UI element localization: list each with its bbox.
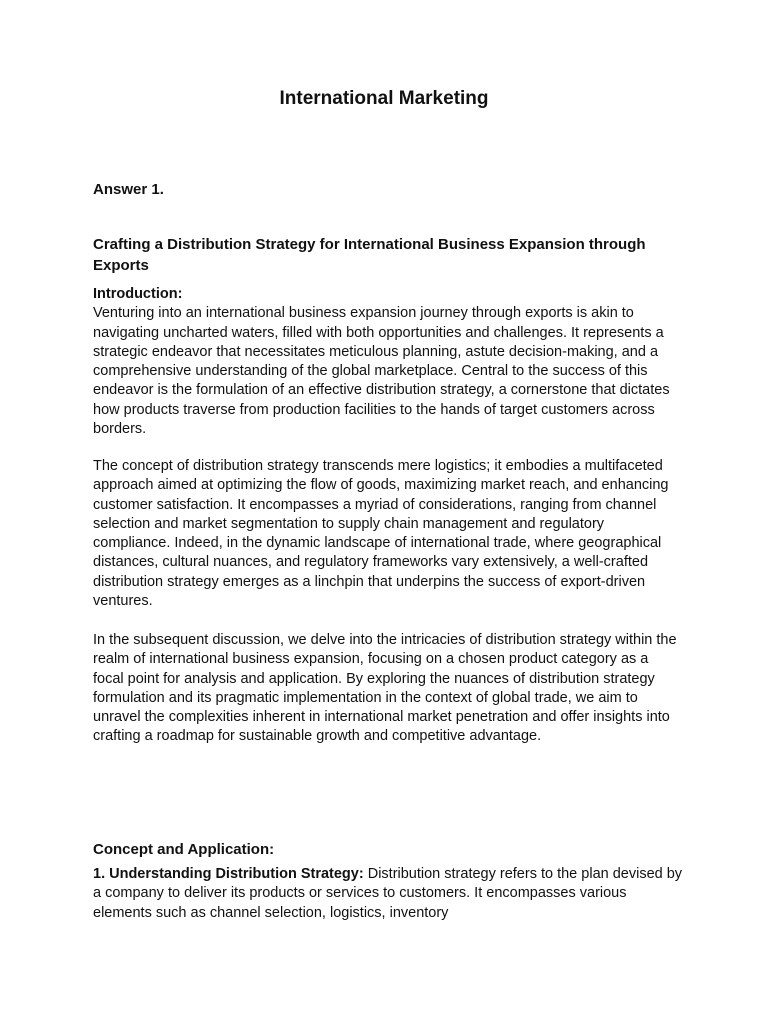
- paragraph-3-text: In the subsequent discussion, we delve into the intricacies of distribution strategy within the realm of international business expansion, focusing on a chosen product category as a focal point for analysis and application. By exploring the nuances of distribution strategy formulation and its pragmatic implementation in the context of global trade, we aim to unravel the complexities inherent in international market penetration and offer insights into crafting a roadmap for sustainable growth and competitive advantage.: [93, 632, 677, 745]
- paragraph-3: [93, 631, 683, 747]
- paragraph-2-text: The concept of distribution strategy transcends mere logistics; it embodies a multifaceted approach aimed at optimizing the flow of goods, maximizing market reach, and enhancing customer satisfaction. It encompasses a myriad of considerations, ranging from channel selection and market segmentation to supply chain management and regulatory compliance. Indeed, in the dynamic landscape of international trade, where geographical distances, cultural nuances, and regulatory frameworks vary extensively, a well-crafted distribution strategy emerges as a linchpin that underpins the success of export-driven ventures.: [93, 458, 669, 610]
- section-title: Crafting a Distribution Strategy for International Business Expansion through Exports: [93, 236, 646, 275]
- page-title: International Marketing: [279, 88, 489, 109]
- point-1: [93, 865, 683, 923]
- introduction-label: Introduction:: [93, 286, 183, 302]
- point-1-paragraph: [93, 865, 683, 923]
- introduction-paragraph: Venturing into an international business expansion journey through exports is akin to navigating uncharted waters, filled with both opportunities and challenges. It represents a strategic endeavor that necessitates meticulous planning, astute decision-making, and a comprehensive understanding of the global marketplace. Central to the success of this endeavor is the formulation of an effective distribution strategy, a cornerstone that dictates how products traverse from production facilities to the hands of target customers across borders.: [93, 305, 670, 438]
- point-1-text: Distribution strategy refers to the plan devised by a company to deliver its products or services to customers. It encompasses various elements such as channel selection, logistics, inventory: [93, 866, 683, 921]
- answer-label: Answer 1.: [93, 181, 164, 198]
- paragraph-2: [93, 457, 683, 611]
- point-1-lead: 1. Understanding Distribution Strategy:: [93, 866, 364, 882]
- concept-heading: Concept and Application:: [93, 841, 275, 858]
- introduction-block: [93, 285, 683, 439]
